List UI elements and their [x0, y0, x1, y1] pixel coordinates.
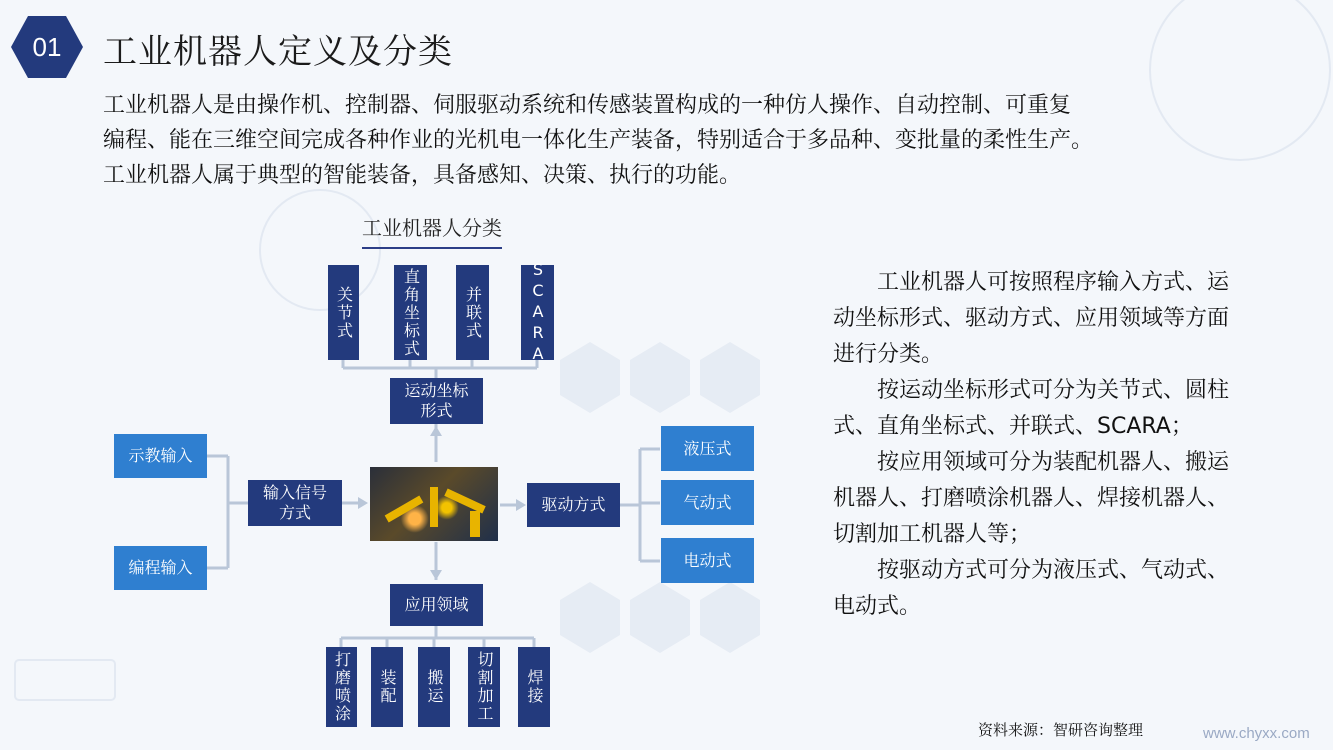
application-category-box: 应用领域	[390, 584, 483, 626]
drive-item-electric: 电动式	[661, 538, 754, 583]
input-category-box: 输入信号方式	[248, 480, 342, 526]
input-item-teach: 示教输入	[114, 434, 207, 478]
drive-item-hydraulic: 液压式	[661, 426, 754, 471]
application-item-assembly: 装配	[371, 647, 403, 727]
arrow-down-icon	[430, 570, 442, 580]
arrow-right-icon	[358, 497, 368, 509]
drive-category-box: 驱动方式	[527, 483, 620, 527]
motion-item-articulated: 关节式	[328, 265, 359, 360]
motion-item-scara: SCARA	[521, 265, 554, 360]
application-item-handling: 搬运	[418, 647, 450, 727]
arrow-up-icon	[430, 426, 442, 436]
intro-line-2: 编程、能在三维空间完成各种作业的光机电一体化生产装备，特别适合于多品种、变批量的柔性生产。	[103, 128, 1094, 153]
application-item-welding: 焊接	[518, 647, 550, 727]
source-note: 资料来源：智研咨询整理	[978, 721, 1144, 739]
motion-item-parallel: 并联式	[456, 265, 489, 360]
industrial-robot-image	[370, 467, 498, 541]
description-paragraph: 按应用领域可分为装配机器人、搬运机器人、打磨喷涂机器人、焊接机器人、切割加工机器人等；	[833, 450, 1230, 547]
description-paragraph: 按驱动方式可分为液压式、气动式、电动式。	[833, 558, 1230, 619]
description-paragraph: 工业机器人可按照程序输入方式、运动坐标形式、驱动方式、应用领域等方面进行分类。	[833, 270, 1230, 367]
description-paragraph: 按运动坐标形式可分为关节式、圆柱式、直角坐标式、并联式、SCARA；	[833, 378, 1230, 439]
section-number: 01	[32, 31, 62, 62]
intro-line-1: 工业机器人是由操作机、控制器、伺服驱动系统和传感装置构成的一种仿人操作、自动控制、可重复	[103, 93, 1072, 118]
input-item-program: 编程输入	[114, 546, 207, 590]
site-watermark: www.chyxx.com	[1203, 725, 1310, 742]
motion-item-cartesian: 直角坐标式	[394, 265, 427, 360]
page-title: 工业机器人定义及分类	[103, 32, 453, 72]
application-item-grinding-spraying: 打磨喷涂	[326, 647, 357, 727]
arrow-right-icon	[516, 499, 526, 511]
drive-item-pneumatic: 气动式	[661, 480, 754, 525]
classification-description	[833, 265, 1243, 625]
intro-line-3: 工业机器人属于典型的智能装备，具备感知、决策、执行的功能。	[103, 163, 742, 188]
application-item-cutting: 切割加工	[468, 647, 500, 727]
motion-category-box: 运动坐标形式	[390, 378, 483, 424]
diagram-title: 工业机器人分类	[362, 212, 502, 249]
